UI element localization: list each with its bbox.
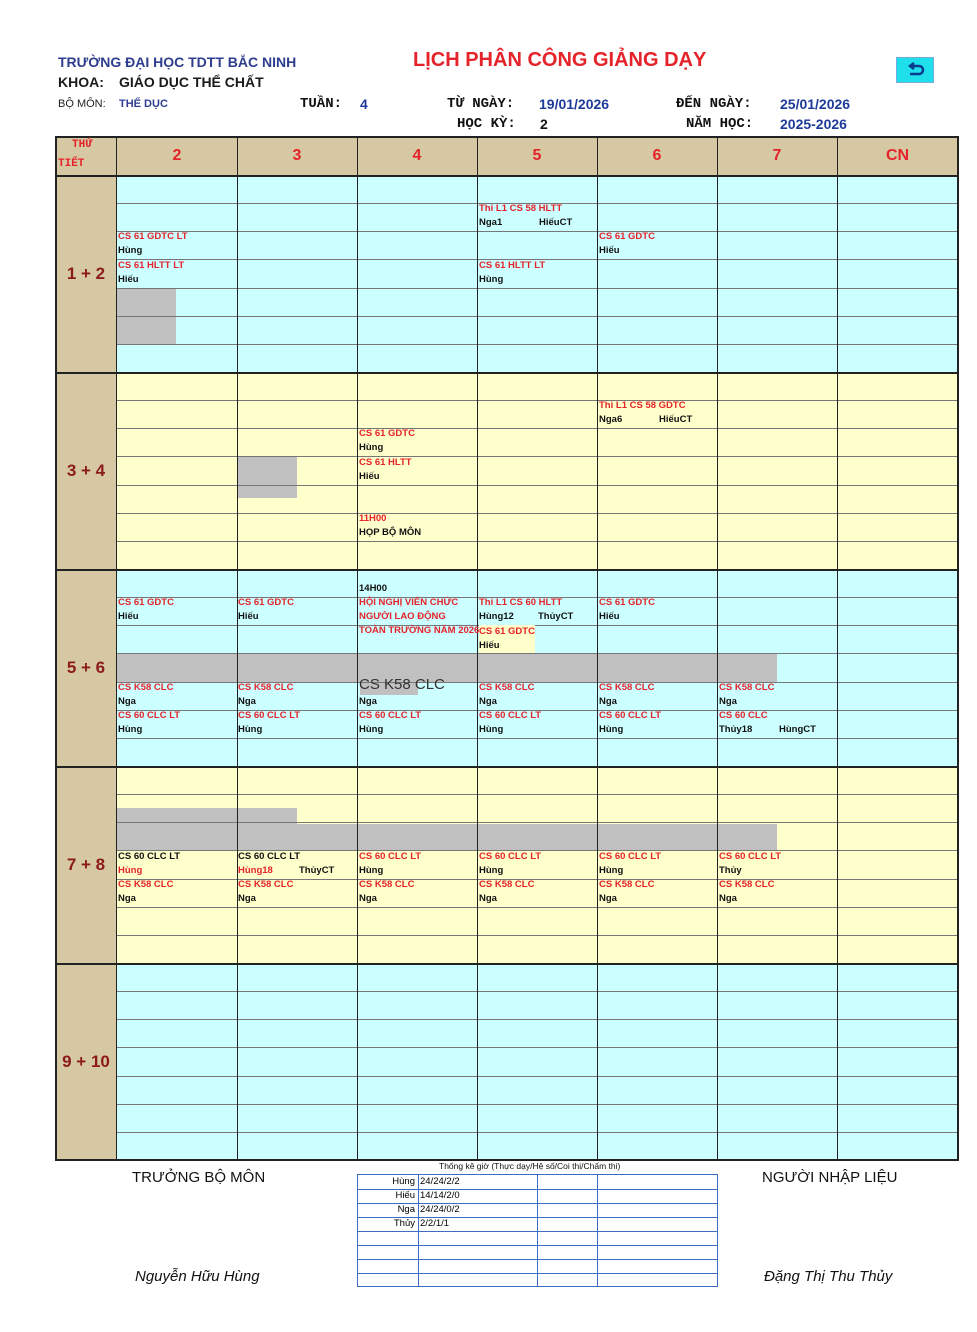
stats-row <box>358 1231 717 1246</box>
grid-line <box>116 541 958 542</box>
grid-line <box>116 794 958 795</box>
stats-caption: Thống kê giờ (Thực dạy/Hệ số/Coi thi/Chấm thi) <box>439 1161 621 1171</box>
schedule-entry[interactable]: CS 61 GDTC LT Hùng <box>118 231 188 256</box>
grid-line <box>116 653 958 654</box>
year-value: 2025-2026 <box>780 116 847 132</box>
grid-line <box>357 136 358 1161</box>
grid-line <box>837 136 838 1161</box>
schedule-entry[interactable]: CS 61 HLTT Hiếu <box>359 457 412 482</box>
week-value: 4 <box>360 96 368 112</box>
schedule-entry[interactable]: CS 60 CLC Thủy18 HùngCT <box>719 710 816 735</box>
return-arrow-icon <box>905 62 925 78</box>
schedule-entry[interactable]: CS 61 HLTT LT Hùng <box>479 260 546 285</box>
schedule-entry[interactable]: CS 60 CLC LT Hùng <box>359 851 422 876</box>
department-name: THỂ DỤC <box>119 98 168 110</box>
grid-line <box>116 456 958 457</box>
grid-line <box>116 907 958 908</box>
head-of-department-name: Nguyễn Hữu Hùng <box>135 1268 260 1285</box>
grid-line <box>116 1076 958 1077</box>
school-name: TRƯỜNG ĐẠI HỌC TDTT BẮC NINH <box>58 54 297 70</box>
week-label: TUẦN: <box>300 96 343 112</box>
grid-line <box>116 344 958 345</box>
day-header-7: 7 <box>772 146 782 164</box>
schedule-entry[interactable]: CS 60 CLC LT Hùng <box>599 710 662 735</box>
schedule-entry[interactable]: CS K58 CLC Nga <box>719 879 775 904</box>
day-header-cn: CN <box>885 146 910 164</box>
head-of-department-title: TRƯỞNG BỘ MÔN <box>132 1169 266 1186</box>
day-header-3: 3 <box>292 146 302 164</box>
grid-line <box>116 991 958 992</box>
grid-line <box>55 766 959 768</box>
schedule-entry[interactable]: 14H00 HỘI NGHỊ VIÊN CHỨC NGƯỜI LAO ĐỘNG TOÀN TRƯỜNG NĂM 2026 <box>359 583 480 636</box>
schedule-entry[interactable]: CS 61 GDTC Hiếu <box>479 626 535 651</box>
block-9-10 <box>116 963 958 1160</box>
schedule-entry[interactable]: CS K58 CLC Nga <box>719 682 775 707</box>
department-label: BỘ MÔN: <box>58 98 106 110</box>
grid-line <box>477 136 478 1161</box>
faculty-name: GIÁO DỤC THỂ CHẤT <box>119 74 264 90</box>
period-1-2: 1 + 2 <box>66 263 106 283</box>
grid-line <box>116 288 958 289</box>
grid-line <box>717 136 718 1161</box>
day-header-4: 4 <box>412 146 422 164</box>
schedule-entry[interactable]: CS 61 HLTT LT Hiếu <box>118 260 185 285</box>
faculty-label: KHOA: <box>58 74 104 90</box>
grid-line <box>116 316 958 317</box>
semester-value: 2 <box>540 116 548 132</box>
schedule-entry[interactable]: CS 60 CLC LT Hùng <box>118 710 181 735</box>
grid-line <box>116 1047 958 1048</box>
grid-line <box>55 963 959 965</box>
grid-line <box>55 175 959 177</box>
grid-line <box>116 1132 958 1133</box>
grid-line <box>116 822 958 823</box>
from-label: TỪ NGÀY: <box>447 96 515 112</box>
schedule-entry[interactable]: CS 60 CLC LT Hùng <box>479 851 542 876</box>
to-date: 25/01/2026 <box>780 96 851 112</box>
page-title: LỊCH PHÂN CÔNG GIẢNG DẠY <box>413 49 707 71</box>
data-entry-name: Đặng Thị Thu Thủy <box>764 1268 893 1285</box>
hours-stats-table <box>357 1174 718 1287</box>
schedule-entry[interactable]: CS 61 GDTC Hiếu <box>238 597 294 622</box>
grid-line <box>116 485 958 486</box>
schedule-entry[interactable]: Thi L1 CS 60 HLTT Hùng12 ThủyCT <box>479 597 574 622</box>
schedule-entry[interactable]: CS 60 CLC LT Hùng <box>118 851 181 876</box>
schedule-entry[interactable]: 11H00 HỌP BỘ MÔN <box>359 513 422 538</box>
data-entry-title: NGƯỜI NHẬP LIỆU <box>762 1169 898 1186</box>
gray-block <box>237 457 297 498</box>
schedule-entry[interactable]: Thi L1 CS 58 GDTC Nga6 HiếuCT <box>599 400 693 425</box>
grid-line <box>116 400 958 401</box>
stats-row: Nga 24/24/0/2 <box>358 1203 717 1218</box>
grid-line <box>116 935 958 936</box>
schedule-entry[interactable]: CS 60 CLC LT Thủy <box>719 851 782 876</box>
day-header-6: 6 <box>652 146 662 164</box>
grid-line <box>116 738 958 739</box>
gray-block <box>117 824 777 851</box>
from-date: 19/01/2026 <box>539 96 610 112</box>
grid-line <box>116 231 958 232</box>
schedule-entry[interactable]: CS 61 GDTC Hiếu <box>599 231 655 256</box>
schedule-entry[interactable]: CS 60 CLC LT Hùng <box>479 710 542 735</box>
schedule-entry[interactable]: CS K58 CLC Nga <box>359 676 445 707</box>
schedule-entry[interactable]: Thi L1 CS 58 HLTT Nga1 HiếuCT <box>479 203 573 228</box>
schedule-entry[interactable]: CS 60 CLC LT Hùng <box>238 710 301 735</box>
schedule-entry[interactable]: CS 60 CLC LT Hùng <box>599 851 662 876</box>
grid-line <box>237 136 238 1161</box>
schedule-entry[interactable]: CS 60 CLC LT Hùng <box>359 710 422 735</box>
grid-line <box>116 428 958 429</box>
schedule-entry[interactable]: CS K58 CLC Nga <box>118 879 174 904</box>
schedule-entry[interactable]: CS K58 CLC Nga <box>238 879 294 904</box>
period-5-6: 5 + 6 <box>66 657 106 677</box>
grid-line <box>116 625 958 626</box>
schedule-entry[interactable]: CS K58 CLC Nga <box>479 682 535 707</box>
schedule-entry[interactable]: CS 61 GDTC Hiếu <box>118 597 174 622</box>
schedule-entry[interactable]: CS 60 CLC LT Hùng18 ThủyCT <box>238 851 335 876</box>
corner-day-label: THỨ <box>72 139 92 151</box>
schedule-entry[interactable]: CS K58 CLC Nga <box>479 879 535 904</box>
schedule-entry[interactable]: CS K58 CLC Nga <box>238 682 294 707</box>
grid-line <box>116 1104 958 1105</box>
grid-line <box>597 136 598 1161</box>
schedule-entry[interactable]: CS 61 GDTC Hùng <box>359 428 415 453</box>
schedule-entry[interactable]: CS K58 CLC Nga <box>599 879 655 904</box>
day-header-2: 2 <box>172 146 182 164</box>
stats-row <box>358 1273 717 1287</box>
stats-row <box>358 1245 717 1260</box>
to-label: ĐẾN NGÀY: <box>676 96 752 112</box>
grid-line <box>116 136 117 1161</box>
semester-label: HỌC KỲ: <box>457 116 516 132</box>
grid-line <box>957 136 959 1161</box>
period-3-4: 3 + 4 <box>66 460 106 480</box>
back-button[interactable] <box>896 57 934 83</box>
period-9-10: 9 + 10 <box>62 1051 110 1071</box>
schedule-entry[interactable]: CS 61 GDTC Hiếu <box>599 597 655 622</box>
schedule-entry[interactable]: CS K58 CLC Nga <box>359 879 415 904</box>
stats-row: Thủy 2/2/1/1 <box>358 1217 717 1232</box>
schedule-entry[interactable]: CS K58 CLC Nga <box>118 682 174 707</box>
grid-line <box>55 372 959 374</box>
grid-line <box>55 569 959 571</box>
corner-period-label: TIẾT <box>58 158 85 170</box>
period-7-8: 7 + 8 <box>66 854 106 874</box>
day-header-5: 5 <box>532 146 542 164</box>
grid-line <box>116 1019 958 1020</box>
year-label: NĂM HỌC: <box>686 116 754 132</box>
grid-line <box>116 513 958 514</box>
gray-block <box>117 654 777 682</box>
stats-row <box>358 1259 717 1274</box>
stats-row: Hiếu 14/14/2/0 <box>358 1189 717 1204</box>
stats-row: Hùng 24/24/2/2 <box>358 1175 717 1190</box>
schedule-entry[interactable]: CS K58 CLC Nga <box>599 682 655 707</box>
